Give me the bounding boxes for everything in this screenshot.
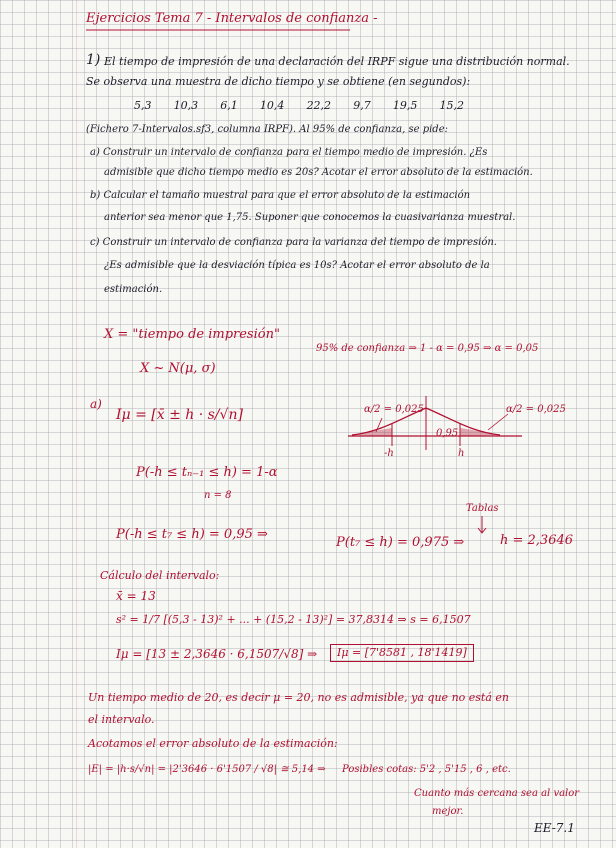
h-value: h = 2,3646 xyxy=(500,533,574,548)
part-c-line-3: estimación. xyxy=(104,284,163,295)
error-bound: |E| = |h·s/√n| = |2'3646 · 6'1507 / √8| ≅ 5,14 ⇒ xyxy=(88,764,326,775)
graph-left-label: α/2 = 0,025 xyxy=(364,404,424,415)
problem-line-2: Se observa una muestra de dicho tiempo y se obtiene (en segundos): xyxy=(86,75,471,88)
page-title: Ejercicios Tema 7 - Intervalos de confianza - xyxy=(86,11,378,26)
sample-mean: x̄ = 13 xyxy=(116,589,156,603)
sample-value: 10,4 xyxy=(259,99,285,112)
sample-variance: s² = 1/7 [(5,3 - 13)² + ... + (15,2 - 13)²] = 37,8314 ⇒ s = 6,1507 xyxy=(116,613,471,626)
part-b-line-2: anterior sea menor que 1,75. Suponer que conocemos la cuasivarianza muestral. xyxy=(104,212,516,223)
sample-size: n = 8 xyxy=(204,490,232,501)
sample-value: 9,7 xyxy=(353,99,371,112)
conclusion-line-1: Un tiempo medio de 20, es decir μ = 20, no es admisible, ya que no está en xyxy=(88,691,509,704)
error-heading: Acotamos el error absoluto de la estimación: xyxy=(88,737,338,750)
ci-computation: Iμ = [13 ± 2,3646 · 6,1507/√8] ⇒ xyxy=(116,647,318,661)
probability-cumulative: P(t₇ ≤ h) = 0,975 ⇒ xyxy=(336,535,465,550)
note-line-1: Cuanto más cercana sea al valor xyxy=(414,788,580,799)
tables-label: Tablas xyxy=(466,503,499,514)
ci-result-box: Iμ = [7'8581 , 18'1419] xyxy=(330,644,474,662)
problem-line-3: (Fichero 7-Intervalos.sf3, columna IRPF). Al 95% de confianza, se pide: xyxy=(86,124,448,135)
graph-neg-h-label: -h xyxy=(384,448,394,459)
part-c-line-1: c) Construir un intervalo de confianza para la varianza del tiempo de impresión. xyxy=(90,237,497,248)
sample-value: 19,5 xyxy=(392,99,418,112)
ci-formula: Iμ = [x̄ ± h · s/√n] xyxy=(116,407,243,423)
sample-value: 10,3 xyxy=(173,99,199,112)
graph-h-label: h xyxy=(458,448,465,459)
possible-bounds: Posibles cotas: 5'2 , 5'15 , 6 , etc. xyxy=(342,764,511,775)
page-mark: EE-7.1 xyxy=(534,821,575,835)
conclusion-line-2: el intervalo. xyxy=(88,713,155,726)
sample-value: 15,2 xyxy=(439,99,464,112)
note-line-2: mejor. xyxy=(432,806,464,817)
distribution: X ~ N(μ, σ) xyxy=(140,361,216,376)
part-c-line-2: ¿Es admisible que la desviación típica es 10s? Acotar el error absoluto de la xyxy=(104,260,490,271)
sample-value: 22,2 xyxy=(306,99,332,112)
part-a-label: a) xyxy=(90,397,102,411)
probability-general: P(-h ≤ tₙ₋₁ ≤ h) = 1-α xyxy=(136,465,278,480)
calculation-heading: Cálculo del intervalo: xyxy=(100,569,220,582)
probability-df7: P(-h ≤ t₇ ≤ h) = 0,95 ⇒ xyxy=(116,527,268,542)
confidence-level: 95% de confianza ⇒ 1 - α = 0,95 ⇒ α = 0,05 xyxy=(316,343,539,354)
part-a-line-2: admisible que dicho tiempo medio es 20s? Acotar el error absoluto de la estimación. xyxy=(104,167,533,178)
graph-center-label: 0,95 xyxy=(436,428,459,439)
variable-definition: X = "tiempo de impresión" xyxy=(104,327,280,342)
part-b-line-1: b) Calcular el tamaño muestral para que el error absoluto de la estimación xyxy=(90,190,471,201)
problem-line-1: El tiempo de impresión de una declaración del IRPF sigue una distribución normal. xyxy=(104,55,570,68)
sample-value: 5,3 xyxy=(134,99,152,112)
sample-value: 6,1 xyxy=(220,99,238,112)
problem-number: 1) xyxy=(86,52,101,68)
part-a-line-1: a) Construir un intervalo de confianza para el tiempo medio de impresión. ¿Es xyxy=(90,147,488,158)
graph-right-label: α/2 = 0,025 xyxy=(506,404,566,415)
